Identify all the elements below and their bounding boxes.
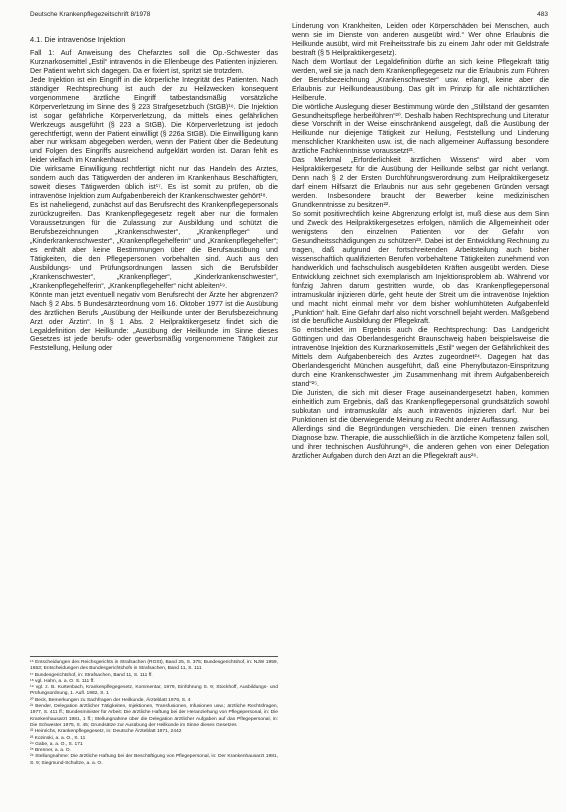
right-column	[292, 22, 549, 461]
footnote: ¹⁷ Bundesgerichtshof, in: Strafsachen, Band 11, S. 111 ff.	[30, 672, 153, 678]
footnote: ²⁴ Gabe, a. a. O., S. 171	[30, 741, 83, 747]
paragraph: Die Juristen, die sich mit dieser Frage auseinandergesetzt haben, kommen einheitlich zum Ergebnis, daß das Krankenpflegepersonal grundsätzlich sowohl subkutan und intramuskulär als auch intravenös injizieren darf. Nur bei Punktionen ist die überwiegende Meinung zu Recht anderer Auffassung.	[292, 389, 549, 424]
paragraph: Die wirksame Einwilligung rechtfertigt nicht nur das Handeln des Arztes, sondern auch das Tätigwerden der anderen im Krankenhaus Beschäftigten, soweit dieses Tätigwerden üblich ist¹⁷. Es ist somit zu prüfen, ob die intravenöse Injektion zum Aufgabenbereich der Krankenschwester gehört¹⁸.	[30, 165, 278, 201]
footnote: ¹⁸ vgl. Hahn, a. a. O. S. 111 ff.	[30, 678, 95, 684]
footnote: ¹⁹ vgl. z. B. Kurtenbach, Krankenpflegegesetz, Kommentar, 1979, Einführung S. 9; Stockhoff, Ausbildungs- und Prüfungsordnung, 1. Aufl. 1982, S. 1	[30, 685, 278, 697]
footnote: ²⁵ Brenner, a. a. O.	[30, 748, 71, 754]
paragraph: Die wörtliche Auslegung dieser Bestimmung würde den „Stillstand der gesamten Gesundheitspflege herbeiführen“²⁰. Deshalb haben Rechtsprechung und Literatur diese Vorschrift in der Weise einschränkend ausgelegt, daß die Ausübung der Heilkunde nur diejenige Tätigkeit zur Heilung, Feststellung und Linderung menschlicher Krankheiten usw. ist, die nach allgemeiner Auffassung besondere ärztliche Fachkenntnisse voraussetzt²¹.	[292, 102, 549, 156]
journal-title: Deutsche Krankenpflegezeitschrift 8/1978	[30, 11, 151, 18]
paragraph: Fall 1: Auf Anweisung des Chefarztes soll die Op.-Schwester das Kurznarkosemittel „Estil“ intravenös in die Ellenbeuge des Patienten injizieren. Der Patient wehrt sich dagegen. Da er fixiert ist, spritzt sie trotzdem.	[30, 48, 278, 75]
paragraph: Jede Injektion ist ein Eingriff in die körperliche Integrität des Patienten. Nach ständiger Rechtsprechung ist auch der zu Heilzwecken konsequent vorgenommene ärztliche Eingriff tatbestandsmäßig vorsätzliche Körperverletzung im Sinne des § 223 Strafgesetzbuch (StGB)¹⁶. Die Injektion ist sogar gefährliche Körperverletzung, da mittels eines gefährlichen Werkzeugs ausgeführt (§ 223 a StGB). Die Körperverletzung ist jedoch gerechtfertigt, wenn der Patient einwilligt (§ 226a StGB). Die Einwilligung kann aber nur wirksam abgegeben werden, wenn der Patient über die Bedeutung und Folgen des Eingriffs ausreichend aufgeklärt worden ist. Daran fehlt es leider vielfach im Krankenhaus!	[30, 75, 278, 165]
paragraph: So entscheidet im Ergebnis auch die Rechtsprechung: Das Landgericht Göttingen und das Oberlandesgericht Braunschweig haben beispielsweise die intravenöse Injektion des Kurznarkosemittels „Estil“ wegen der Gefährlichkeit des Mittels dem Aufgabenbereich des Arztes zugeordnet²⁴. Dagegen hat das Oberlandesgericht München ausgeführt, daß eine Phenylbutazon-Einspritzung durch eine Krankenschwester „im Zusammenhang mit ihrem Aufgabenbereich stand“²⁵.	[292, 326, 549, 389]
paragraph: Nach dem Wortlaut der Legaldefinition dürfte an sich keine Pflegekraft tätig werden, weil sie ja nach dem Krankenpflegegesetz nur die Erlaubnis zum Führen der Berufsbezeichnung „Krankenschwester“ usw. erlangt, keine aber die Erlaubnis zur Heilkundeausübung. Das gilt im Prinzip für alle nichtärztlichen Heilberufe.	[292, 57, 549, 102]
footnote: ²² Heinrichs, Krankenpflegegesetz, in: Deutsche Ärzteblatt 1971, 2442	[30, 729, 182, 735]
footnote: ²⁰ Beck, Bemerkungen zu Sachfragen der Heilkunde, Ärzteblatt 1976, S. 4	[30, 697, 191, 703]
page-number: 483	[537, 11, 548, 18]
paragraph: Das Merkmal „Erforderlichkeit ärztlichen Wissens“ wird aber vom Heilpraktikergesetz für die Ausübung der Heilkunde selbst gar nicht verlangt. Denn nach § 2 der Ersten Durchführungsverordnung zum Heilpraktikergesetz darf einem Hilfsarzt die Erlaubnis nur aus sehr gegebenen Gründen versagt werden. Insbesondere braucht der Bewerber keine medizinischen Grundkenntnisse zu besitzen²².	[292, 156, 549, 210]
footnote: ¹⁶ Entscheidungen des Reichsgerichts in Strafsachen (RGSt), Band 25, S. 375; Bundesgerichtshof, in: NJW 1959, 1653; Entscheidungen des Bundesgerichtshofs in Strafsachen, Band 11, S. 111	[30, 660, 278, 672]
paragraph: Könnte man jetzt eventuell negativ vom Berufsrecht der Ärzte her abgrenzen? Nach § 2 Abs. 5 Bundesärzteordnung vom 16. Oktober 1977 ist die Ausübung des ärztlichen Berufs „Ausübung der Heilkunde unter der Berufsbezeichnung Arzt oder Ärztin“. In § 1 Abs. 2 Heilpraktikergesetz findet sich die Legaldefinition der Heilkunde: „Ausübung der Heilkunde im Sinne dieses Gesetzes ist jede berufs- oder gewerbsmäßig vorgenommene Tätigkeit zur Feststellung, Heilung oder	[30, 290, 278, 353]
footnote: ²¹ Bender, Delegation ärztlicher Tätigkeiten, Injektionen, Transfusionen, Infusionen usw.; ärztliche Rechtsfragen, 1977, S. 411 ff.; Bundesminister für Arbeit: Die ärztliche Haftung bei der Heranziehung von Pflegepersonal, in: Die Krankenhausarzt 1981, 1 ff.; Stellungnahme über die Delegation ärztlicher Aufgaben auf das Pflegepersonal, in: Die Schwester 1975, S. 45; Grundsätze zur Ausübung der Heilkunde im Sinne dieses Gesetzes	[30, 704, 278, 728]
footnote: ²³ Kozinski, a. a. O., S. 11	[30, 735, 86, 741]
paragraph: Es ist naheliegend, zunächst auf das Berufsrecht des Krankenpflegepersonals zurückzugreifen. Das Krankenpflegegesetz regelt aber nur die formalen Voraussetzungen für die Zulassung zur Ausbildung und schützt die Berufsbezeichnungen „Krankenschwester“, „Krankenpfleger“ und „Kinderkrankenschwester“, „Krankenpflegehelferin“ und „Krankenpflegehelfer“; es enthält aber keine Bestimmungen über die Berufsausübung und Tätigkeiten, die den Pflegepersonen vorbehalten sind. Auch aus den Ausbildungs- und Prüfungsordnungen lassen sich die Berufsbilder „Krankenschwester“, „Krankenpfleger“, „Kinderkrankenschwester“, „Krankenpflegehelferin“, „Krankenpflegehelfer“ nicht ableiten¹⁹.	[30, 201, 278, 290]
paragraph: So somit positivrechtlich keine Abgrenzung erfolgt ist, muß diese aus dem Sinn und Zweck des Heilpraktikergesetzes erfolgen, nämlich die Allgemeinheit oder wenigstens den einzelnen Patienten vor der Gefahr von Gesundheitsschädigungen zu schützen²³. Dabei ist der Entwicklung Rechnung zu tragen, daß aufgrund der fortschreitenden Arbeitsteilung auch bisher wissenschaftlich qualifizierten Berufen vorbehaltene Tätigkeiten zunehmend von handwerklich und fachschulisch ausgebildeten Kräften ausgeübt werden. Diese Entwicklung zeichnet sich exemplarisch am Injektionsproblem ab. Während vor fünfzig Jahren darum gestritten wurde, ob das Krankenpflegepersonal intramuskulär injizieren dürfe, geht heute der Streit um die intravenöse Injektion und macht nicht einmal mehr vor dem bisher wohlumhüteten Aufgabenfeld „Punktion“ halt. Eine Gefahr darf also nicht vorschnell bejaht werden. Maßgebend ist die berufliche Ausbildung der Pflegekraft.	[292, 210, 549, 326]
footnotes	[30, 656, 278, 767]
section-heading: 4.1. Die intravenöse Injektion	[30, 35, 126, 44]
footnote: ²⁶ Stellungnahme: Die ärztliche Haftung bei der Beschäftigung von Pflegepersonal, in: Der Krankenhausarzt 1981, S. 9; Siegmund-Schultze, a. a. O.	[30, 754, 278, 766]
left-column	[30, 36, 278, 353]
paragraph: Linderung von Krankheiten, Leiden oder Körperschäden bei Menschen, auch wenn sie im Dienste von anderen ausgeübt wird.“ Wer ohne Erlaubnis die Heilkunde ausübt, wird mit Freiheitsstrafe bis zu einem Jahr oder mit Geldstrafe bestraft (§ 5 Heilpraktikergesetz).	[292, 22, 549, 57]
paragraph: Allerdings sind die Begründungen verschieden. Die einen trennen zwischen Diagnose bzw. Therapie, die ausschließlich in die ärztliche Kompetenz fallen soll, und ihrer technischen Ausführung²⁶, die anderen gehen von einer Delegation ärztlicher Aufgaben durch den Arzt an die Pflegekraft aus²⁶.	[292, 424, 549, 460]
